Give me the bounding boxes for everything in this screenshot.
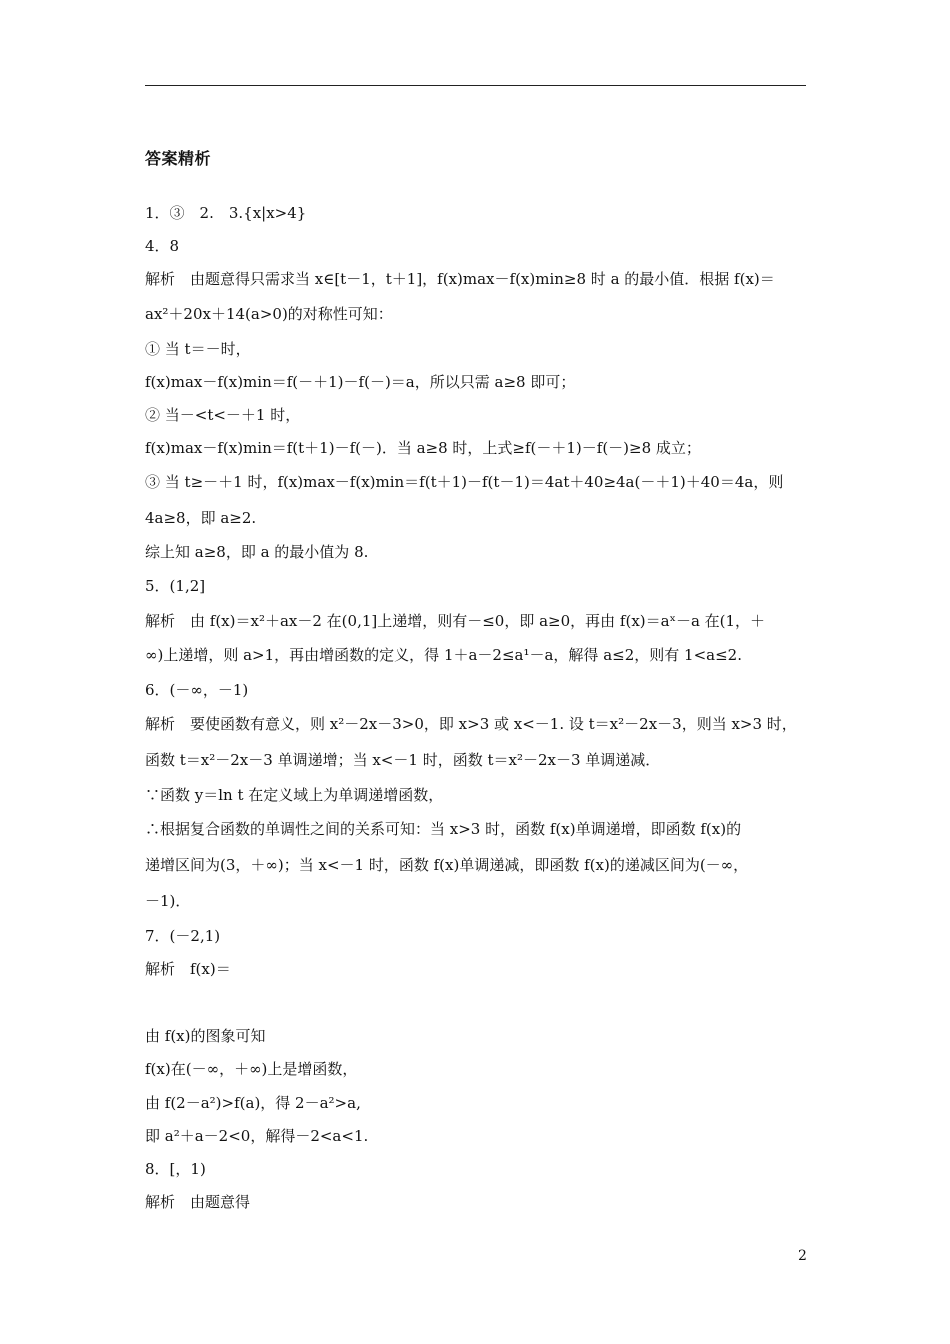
explanation-line: 即 a²＋a－2<0，解得－2<a<1. — [145, 1127, 369, 1145]
explanation-line: 由 f(x)的图象可知 — [145, 1027, 266, 1045]
explanation-line: f(x)max－f(x)min＝f(－＋1)－f(－)＝a，所以只需 a≥8 即可； — [145, 373, 576, 391]
explanation-line: 解析 要使函数有意义，则 x²－2x－3>0，即 x>3 或 x<－1. 设 t＝x²－2x－3，则当 x>3 时， — [145, 715, 797, 733]
explanation-line: f(x)在(－∞，＋∞)上是增函数， — [145, 1060, 358, 1078]
explanation-line: 解析 由题意得只需求当 x∈[t－1，t＋1]，f(x)max－f(x)min≥8 时 a 的最小值．根据 f(x)＝ — [145, 270, 775, 288]
header-rule — [145, 85, 806, 86]
explanation-line: ax²＋20x＋14(a>0)的对称性可知： — [145, 305, 393, 323]
answer-line: 6．(－∞，－1) — [145, 681, 249, 699]
explanation-line: 综上知 a≥8，即 a 的最小值为 8. — [145, 543, 369, 561]
page-number: 2 — [798, 1248, 807, 1264]
explanation-line: 解析 f(x)＝ — [145, 960, 231, 978]
answer-line: 7．(－2,1) — [145, 927, 221, 945]
explanation-line: 递增区间为(3，＋∞)；当 x<－1 时，函数 f(x)单调递减，即函数 f(x)的递减区间为(－∞， — [145, 856, 749, 874]
section-title: 答案精析 — [145, 149, 212, 168]
answer-line: 1．③ 2. 3.{x|x>4} — [145, 204, 307, 222]
explanation-line: ∴根据复合函数的单调性之间的关系可知：当 x>3 时，函数 f(x)单调递增，即函数 f(x)的 — [145, 820, 742, 838]
answer-line: 4．8 — [145, 237, 180, 255]
explanation-line: －1)． — [145, 892, 191, 910]
explanation-line: ② 当－<t<－＋1 时， — [145, 406, 301, 424]
explanation-line: 解析 由题意得 — [145, 1193, 251, 1211]
explanation-line: 解析 由 f(x)＝x²＋ax－2 在(0,1]上递增，则有－≤0，即 a≥0，再由 f(x)＝aˣ－a 在(1，＋ — [145, 612, 766, 630]
answer-line: 5．(1,2] — [145, 577, 206, 595]
answer-line: 8．[，1) — [145, 1160, 206, 1178]
explanation-line: f(x)max－f(x)min＝f(t＋1)－f(－)．当 a≥8 时，上式≥f(－＋1)－f(－)≥8 成立； — [145, 439, 701, 457]
explanation-line: ∵函数 y＝ln t 在定义域上为单调递增函数， — [145, 786, 444, 804]
explanation-line: 函数 t＝x²－2x－3 单调递增；当 x<－1 时，函数 t＝x²－2x－3 单调递减． — [145, 751, 661, 769]
explanation-line: 4a≥8，即 a≥2. — [145, 509, 257, 527]
explanation-line: ∞)上递增，则 a>1，再由增函数的定义，得 1＋a－2≤a¹－a，解得 a≤2，则有 1<a≤2. — [145, 646, 742, 664]
explanation-line: 由 f(2－a²)>f(a)，得 2－a²>a, — [145, 1094, 361, 1112]
explanation-line: ① 当 t＝－时， — [145, 340, 251, 358]
explanation-line: ③ 当 t≥－＋1 时，f(x)max－f(x)min＝f(t＋1)－f(t－1)＝4at＋40≥4a(－＋1)＋40＝4a，则 — [145, 473, 784, 491]
